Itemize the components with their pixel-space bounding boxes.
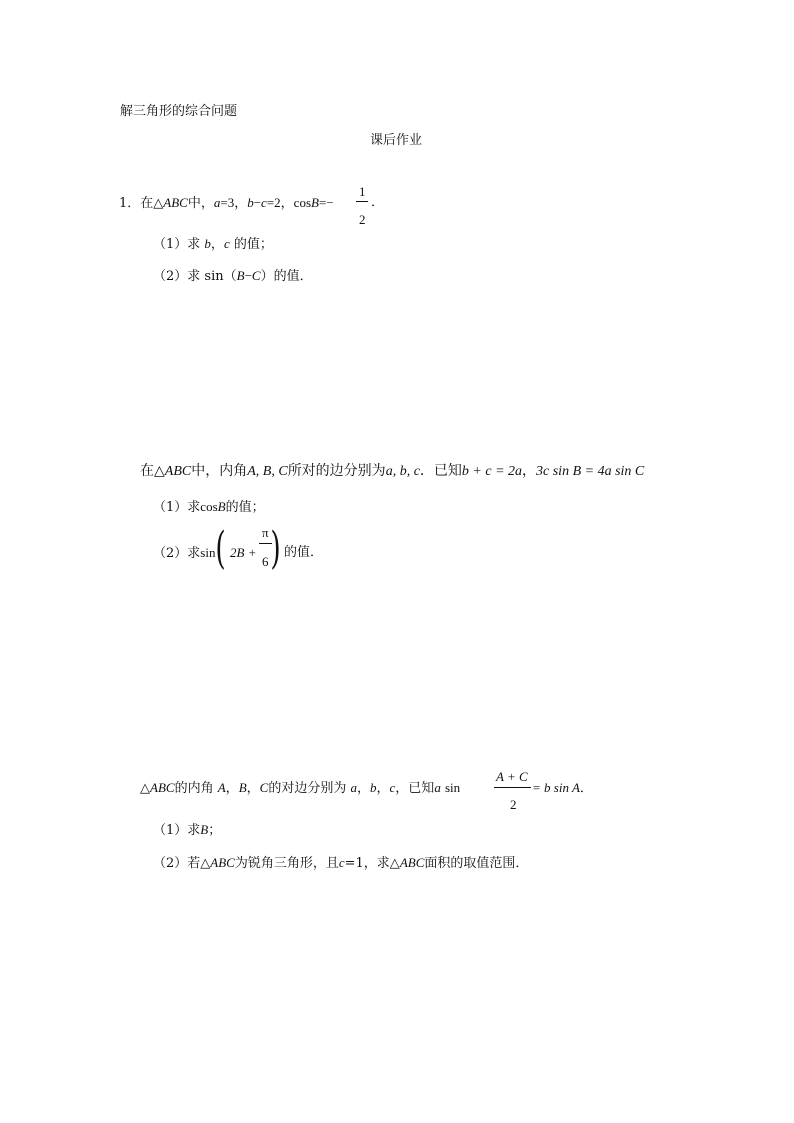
stem-text: =−: [318, 195, 334, 210]
question-3-stem: [140, 780, 460, 797]
stem-text: 在△: [140, 463, 165, 479]
part-label: （2）: [153, 269, 188, 284]
part-text: 的值．: [284, 545, 324, 560]
rhs-expression: = b sin A: [532, 780, 580, 795]
var-C: C: [251, 268, 261, 283]
minus-sign: −: [253, 195, 262, 210]
var-c: c: [223, 236, 230, 251]
var-B: B: [217, 499, 226, 514]
part-text: ，: [210, 237, 224, 252]
fraction-denominator: 2: [510, 797, 517, 812]
part-label: （2）: [153, 856, 188, 871]
stem-text: ，: [225, 781, 239, 796]
var-B: B: [238, 780, 247, 795]
topic-title: 解三角形的综合问题: [120, 104, 238, 119]
stem-end: ．: [371, 195, 385, 210]
cos-func: cos: [293, 195, 312, 210]
stem-text: ，已知: [395, 781, 435, 796]
left-paren: (: [215, 523, 226, 574]
question-1-stem: [119, 195, 334, 212]
sides: a, b, c: [385, 464, 420, 479]
triangle-name: ABC: [399, 855, 425, 870]
var-B: B: [311, 195, 319, 210]
stem-text: ，: [522, 463, 537, 479]
triangle-name: ABC: [164, 464, 192, 479]
part-text: 为锐角三角形，且: [234, 856, 339, 871]
fraction-bar: [494, 787, 531, 788]
minus-sign: −: [244, 268, 252, 283]
part-text: ；: [208, 823, 222, 838]
part-label: （1）: [153, 500, 188, 515]
fraction-bar: [356, 201, 368, 202]
var-a: a: [434, 780, 441, 795]
stem-text: ．: [579, 781, 593, 796]
triangle-name: ABC: [150, 780, 175, 795]
six-denominator: 6: [262, 554, 269, 569]
stem-text: 所对的边分别为: [287, 463, 386, 479]
var-c: c: [389, 780, 396, 795]
cos-func: cos: [200, 499, 218, 514]
part-text: 求: [187, 546, 201, 561]
var-B: B: [200, 822, 209, 837]
var-a: a: [350, 780, 357, 795]
stem-text: 的对边分别为: [268, 781, 347, 796]
stem-text: ．已知: [419, 463, 462, 479]
part-label: （2）: [153, 546, 188, 561]
var-C: C: [259, 780, 269, 795]
equation-rhs: [532, 780, 593, 797]
stem-text: ，: [246, 781, 260, 796]
part-label: （1）: [153, 237, 188, 252]
part-text: 的值；: [225, 500, 265, 515]
stem-text: 中，内角: [191, 463, 248, 479]
stem-text: =2，: [266, 195, 294, 210]
sin-func: sin: [444, 780, 461, 795]
part-label: （1）: [153, 823, 188, 838]
question-2-part-2-lead: [153, 545, 215, 562]
condition-2: 3c sin B = 4a sin: [536, 464, 635, 479]
var-b: b: [204, 236, 211, 251]
var-A: A: [217, 780, 226, 795]
part-text: 求 sin（: [187, 269, 237, 284]
pi-numerator: π: [262, 525, 269, 540]
part-text: 的值；: [229, 237, 273, 252]
triangle-name: ABC: [163, 195, 188, 210]
question-2-stem: [140, 462, 644, 481]
triangle-name: ABC: [210, 855, 235, 870]
question-number: 1．: [119, 196, 141, 211]
question-1-part-2: [153, 268, 313, 285]
condition-1: b + c = 2a: [461, 464, 523, 479]
var-c: c: [338, 855, 345, 870]
var-b: b: [370, 780, 377, 795]
fraction-numerator: 1: [359, 184, 366, 199]
part-text: 求: [187, 823, 201, 838]
part-text: 求: [187, 237, 205, 252]
var-B: B: [236, 268, 245, 283]
stem-text: ，: [376, 781, 390, 796]
part-text: 求: [187, 500, 201, 515]
part-text: ）的值．: [260, 269, 313, 284]
stem-text: 的内角: [174, 781, 214, 796]
fraction-numerator: A + C: [496, 769, 528, 784]
question-3-part-1: [153, 822, 221, 839]
sin-func: sin: [200, 545, 216, 560]
question-1-part-1: [153, 236, 273, 253]
question-2-part-1: [153, 499, 265, 516]
part-text: =1，求△: [344, 856, 400, 871]
fraction-denominator: 2: [359, 212, 366, 227]
stem-text: 中，: [187, 196, 214, 211]
var-C: C: [634, 464, 645, 479]
angles: A, B, C: [247, 464, 288, 479]
part-text: 若△: [187, 856, 211, 871]
stem-text: △: [140, 781, 150, 796]
stem-text: ，: [356, 781, 370, 796]
var-c: c: [261, 195, 267, 210]
right-paren: ): [270, 523, 281, 574]
section-title: 课后作业: [370, 133, 423, 148]
expr-2B-plus: 2B +: [230, 545, 257, 560]
stem-text: 在△: [140, 196, 164, 211]
stem-text: =3，: [220, 195, 248, 210]
var-a: a: [213, 195, 221, 210]
var-b: b: [247, 195, 254, 210]
question-3-part-2: [153, 855, 528, 872]
part-text: 面积的取值范围．: [424, 856, 529, 871]
